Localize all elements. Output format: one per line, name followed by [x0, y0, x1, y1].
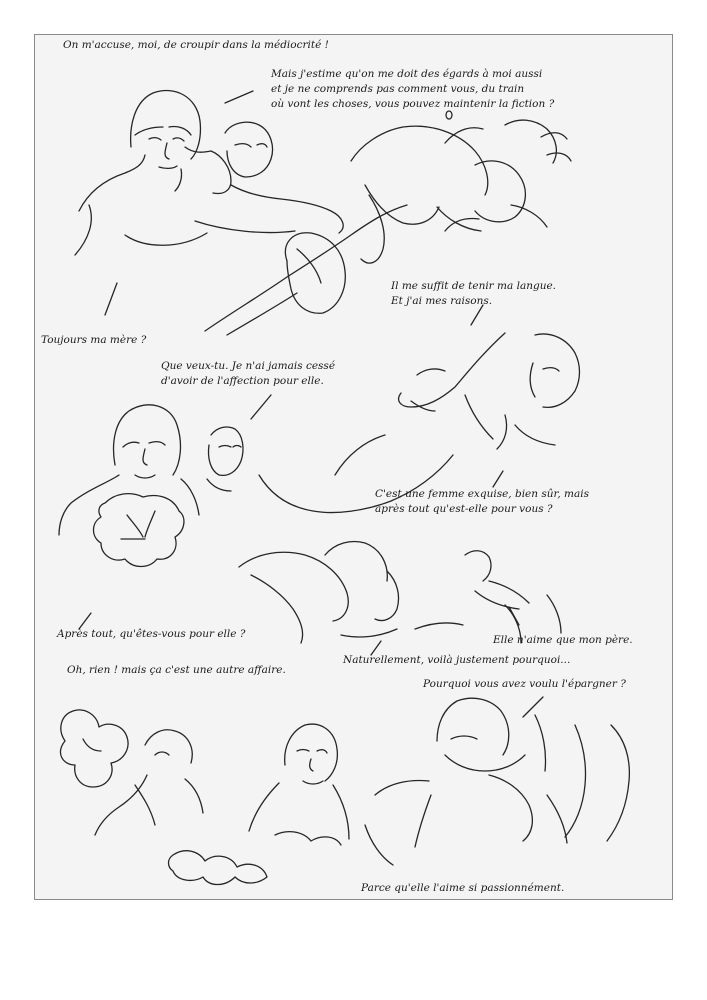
caption-femme-exquise-line-1: C'est une femme exquise, bien sûr, mais: [375, 488, 590, 500]
caption-egards-line-1: Mais j'estime qu'on me doit des égards à moi aussi: [271, 68, 543, 80]
flowers-and-faces-sketch-bottom-left: [60, 710, 349, 885]
caption-egards: [271, 67, 554, 112]
caption-accusation: On m'accuse, moi, de croupir dans la médiocrité !: [63, 39, 329, 51]
caption-que-veux-tu: [161, 359, 335, 389]
caption-femme-exquise-line-2: après tout qu'est-elle pour vous ?: [375, 503, 553, 515]
leaves-and-figures-sketch-center: [239, 542, 561, 644]
caption-tenir-ma-langue: [391, 279, 556, 309]
caption-elle-n-aime: Elle n'aime que mon père.: [493, 634, 633, 646]
caption-que-veux-tu-line-2: d'avoir de l'affection pour elle.: [161, 375, 324, 387]
caption-epargner: Pourquoi vous avez voulu l'épargner ?: [423, 678, 626, 690]
caption-tenir-ma-langue-line-1: Il me suffit de tenir ma langue.: [391, 280, 557, 292]
caption-que-veux-tu-line-1: Que veux-tu. Je n'ai jamais cessé: [161, 360, 336, 372]
caption-egards-line-2: et je ne comprends pas comment vous, du train: [271, 83, 525, 95]
line-drawing: [35, 35, 673, 900]
caption-naturellement: Naturellement, voilà justement pourquoi...: [343, 654, 571, 666]
caption-apres-tout: Après tout, qu'êtes-vous pour elle ?: [57, 628, 246, 640]
caption-egards-line-3: où vont les choses, vous pouvez maintenir la fiction ?: [271, 98, 555, 110]
two-faces-sketch-middle-left: [59, 405, 243, 567]
caption-autre-affaire: Oh, rien ! mais ça c'est une autre affaire.: [67, 664, 286, 676]
couple-sketch-top-left: [75, 91, 343, 255]
embracing-figures-sketch-bottom-right: [365, 698, 629, 865]
caption-toujours-ma-mere: Toujours ma mère ?: [41, 334, 147, 346]
caption-passionnement: Parce qu'elle l'aime si passionnément.: [361, 882, 565, 894]
caption-femme-exquise: [375, 487, 589, 517]
caption-tenir-ma-langue-line-2: Et j'ai mes raisons.: [391, 295, 493, 307]
speech-pointer-strokes: [79, 91, 543, 717]
drawing-sheet: [34, 34, 673, 900]
